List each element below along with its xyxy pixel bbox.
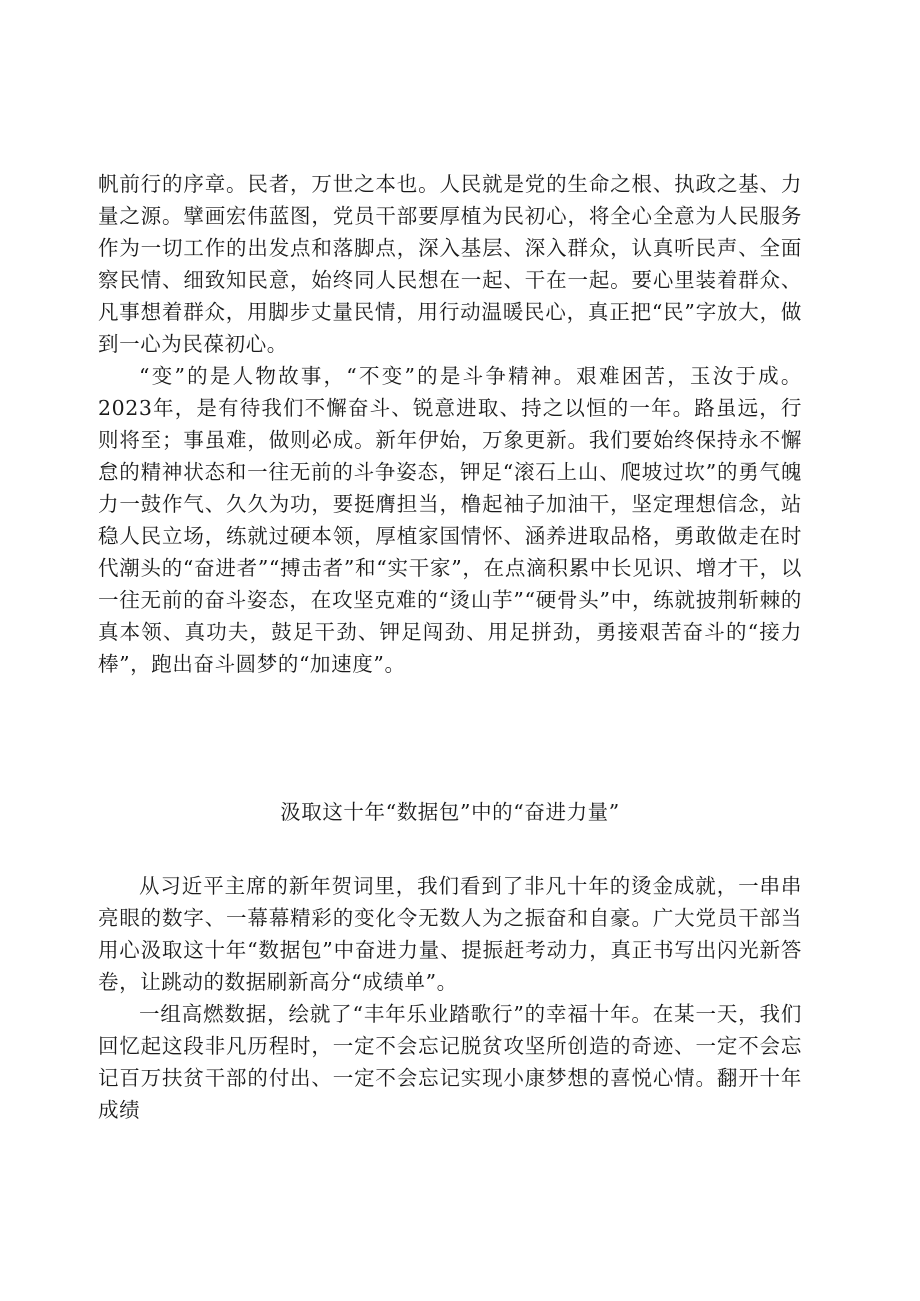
paragraph-new-year-message: 从习近平主席的新年贺词里，我们看到了非凡十年的烫金成就，一串串亮眼的数字、一幕幕精彩的变化令无数人为之振奋和自豪。广大党员干部当用心汲取这十年“数据包”中奋进力量、提振赶考动力，真正书写出闪光新答卷，让跳动的数据刷新高分“成绩单”。 [98, 874, 802, 994]
paragraph-struggle-spirit: “变”的是人物故事，“不变”的是斗争精神。艰难困苦，玉汝于成。2023年，是有待我们不懈奋斗、锐意进取、持之以恒的一年。路虽远，行则将至；事虽难，做则必成。新年伊始，万象更新。我们要始终保持永不懈怠的精神状态和一往无前的斗争姿态，钾足“滚石上山、爬坡过坎”的勇气魄力一鼓作气、久久为功，要挺膺担当，橹起袖子加油干，坚定理想信念，站稳人民立场，练就过硬本领，厚植家国情怀、涵养进取品格，勇敢做走在时代潮头的“奋进者”“搏击者”和“实干家”，在点滴积累中长见识、增才干，以一往无前的奋斗姿态，在攻坚克难的“烫山芋”“硬骨头”中，练就披荆斩棘的真本领、真功夫，鼓足干劲、钾足闯劲、用足拼劲，勇接艰苦奋斗的“接力棒”，跑出奋斗圆梦的“加速度”。 [98, 364, 802, 676]
section-1-body [98, 168, 802, 680]
paragraph-ten-years-data: 一组高燃数据，绘就了“丰年乐业踏歌行”的幸福十年。在某一天，我们回忆起这段非凡历程时，一定不会忘记脱贫攻坚所创造的奇迹、一定不会忘记百万扶贫干部的付出、一定不会忘记实现小康梦想的喜悦心情。翻开十年成绩 [98, 1002, 802, 1122]
paragraph-people-first: 帆前行的序章。民者，万世之本也。人民就是党的生命之根、执政之基、力量之源。擘画宏伟蓝图，党员干部要厚植为民初心，将全心全意为人民服务作为一切工作的出发点和落脚点，深入基层、深入群众，认真听民声、全面察民情、细致知民意，始终同人民想在一起、干在一起。要心里装着群众、凡事想着群众，用脚步丈量民情，用行动温暖民心，真正把“民”字放大，做到一心为民葆初心。 [98, 172, 802, 356]
section-2-body [98, 870, 802, 1126]
section-heading: 汲取这十年“数据包”中的“奋进力量” [280, 800, 620, 824]
